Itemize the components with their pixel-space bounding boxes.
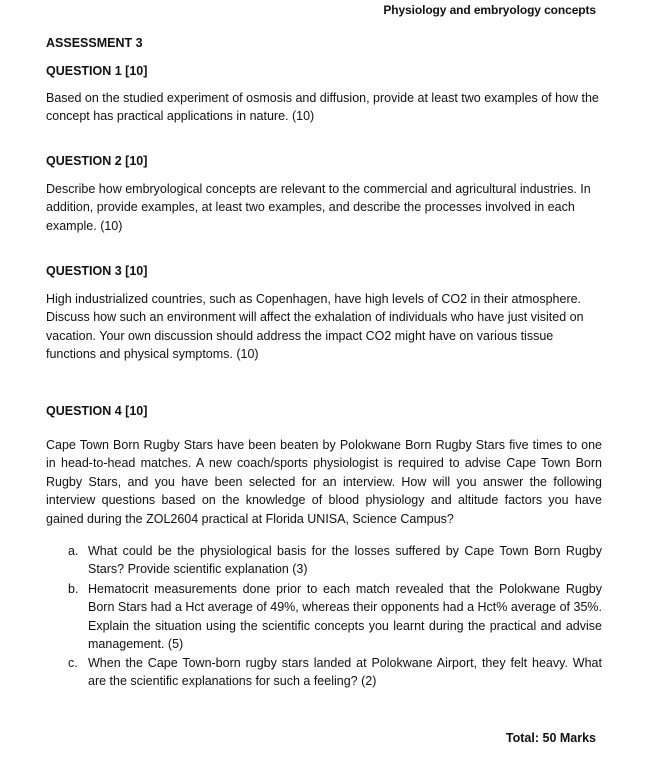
question-1-title: QUESTION 1 [10] — [46, 64, 148, 78]
subquestion-label: b. — [68, 582, 79, 596]
question-4-text: Cape Town Born Rugby Stars have been beaten by Polokwane Born Rugby Stars five times to one in head-to-head matches. A new coach/sports physiologist is required to advise Cape Town Born Rugby Stars, and you have been selected for an interview. How will you answer the following interview questions based on the knowledge of blood physiology and altitude factors you have gained during the ZOL2604 practical at Florida UNISA, Science Campus? — [46, 438, 602, 526]
assessment-title: ASSESSMENT 3 — [46, 36, 143, 50]
question-4-title: QUESTION 4 [10] — [46, 404, 148, 418]
subquestion-label: a. — [68, 544, 79, 558]
subquestion-b — [68, 580, 602, 654]
subquestion-a — [68, 542, 602, 579]
question-3-title: QUESTION 3 [10] — [46, 264, 148, 278]
total-marks: Total: 50 Marks — [505, 731, 596, 745]
page-header-title: Physiology and embryology concepts — [383, 3, 596, 17]
subquestion-label: c. — [68, 656, 78, 670]
subquestion-text: What could be the physiological basis for the losses suffered by Cape Town Born Rugby Stars? Provide scientific explanation (3) — [88, 544, 602, 577]
subquestion-c — [68, 654, 602, 691]
question-3-text: High industrialized countries, such as Copenhagen, have high levels of CO2 in their atmosphere. Discuss how such an environment will affect the exhalation of individuals who have just visited on vacation. Your own discussion should address the impact CO2 might have on various tissue functions and physical symptoms. (10) — [46, 292, 584, 362]
question-1-text: Based on the studied experiment of osmosis and diffusion, provide at least two examples of how the concept has practical applications in nature. (10) — [46, 91, 599, 124]
question-2-title: QUESTION 2 [10] — [46, 154, 148, 168]
subquestion-text: When the Cape Town-born rugby stars landed at Polokwane Airport, they felt heavy. What are the scientific explanations for such a feeling? (2) — [88, 656, 602, 689]
subquestion-text: Hematocrit measurements done prior to each match revealed that the Polokwane Rugby Born Stars had a Hct average of 49%, whereas their opponents had a Hct% average of 35%. Explain the situation using the scientific concepts you learnt during the practical and advise management. (5) — [88, 582, 602, 652]
question-2-text: Describe how embryological concepts are relevant to the commercial and agricultural industries. In addition, provide examples, at least two examples, and describe the processes involved in each example. (10) — [46, 182, 591, 233]
